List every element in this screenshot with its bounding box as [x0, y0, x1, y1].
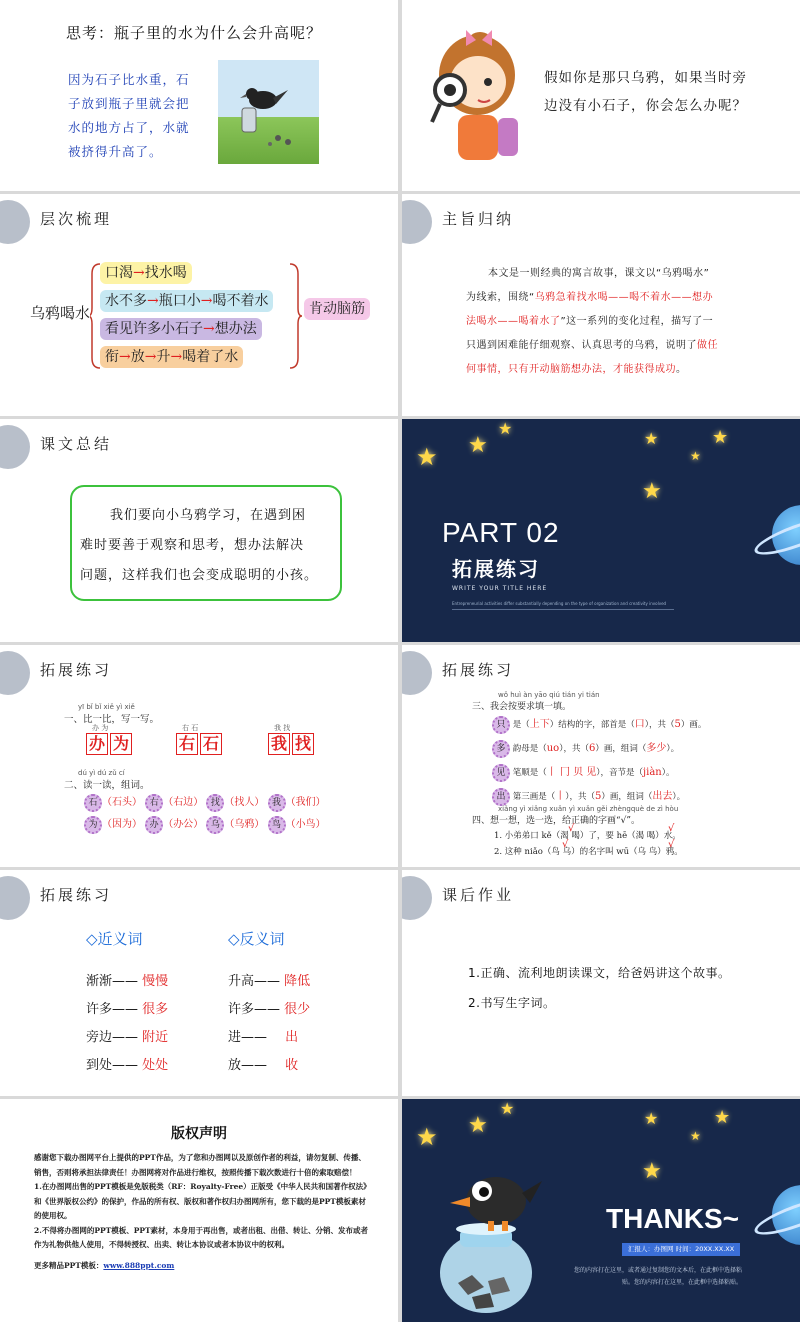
- dash: ——: [254, 1002, 281, 1017]
- row-part: 升: [156, 349, 171, 365]
- slide-exercise-1: [0, 645, 398, 867]
- section-circle: [0, 651, 30, 695]
- q4-text: 四、想一想，选一选，给正确的字画“√”。: [472, 816, 640, 826]
- antonym-list: [228, 968, 310, 1080]
- section-title: 拓展练习: [40, 886, 113, 904]
- row-text: 笔顺是（: [512, 768, 547, 778]
- row-text: 是（: [512, 720, 530, 730]
- girl-magnifier-illustration: [422, 20, 532, 170]
- summary-line: 难时要善于观察和思考，想办法解决: [80, 538, 305, 553]
- word-answer: （右边）: [163, 797, 204, 808]
- section-title: 拓展练习: [442, 661, 515, 679]
- question-line: 边没有小石子，你会怎么办呢？: [544, 98, 747, 114]
- pair-hint: 办 为: [92, 724, 109, 732]
- slide2-question: [544, 64, 747, 120]
- flower-char: 见: [492, 764, 510, 782]
- flower-char: 石: [84, 794, 102, 812]
- star-icon: ★: [500, 1099, 515, 1118]
- row-text: ）画，组词（: [601, 792, 653, 802]
- flower-char: 办: [145, 816, 163, 834]
- answer: 收: [285, 1058, 299, 1073]
- slide1-title: 思考：瓶子里的水为什么会升高呢？: [66, 24, 323, 42]
- row-text: ）。: [661, 768, 675, 778]
- row-text: ）画，组词（: [595, 744, 647, 754]
- star-icon: ★: [644, 1109, 659, 1128]
- synonym-row: [86, 1052, 168, 1080]
- idea-line: [466, 286, 766, 310]
- word: 许多: [228, 1002, 255, 1017]
- star-icon: ★: [416, 443, 438, 471]
- flower-char: 多: [492, 740, 510, 758]
- row-answer: 5: [674, 719, 681, 730]
- copyright-para: 感谢您下载办图网平台上提供的PPT作品，为了您和办图网以及原创作者的利益，请勿复制、传播、销售，否则将承担法律责任！办图网将对作品进行维权，按照传播下载次数进行十倍的索取赔偿！: [34, 1153, 366, 1177]
- star-icon: ★: [644, 429, 659, 448]
- more-label: 更多精品PPT模板：: [34, 1260, 104, 1270]
- q3-rows: [492, 713, 706, 809]
- part-subtitle: WRITE YOUR TITLE HERE: [452, 585, 548, 592]
- idea-line: [466, 262, 766, 286]
- word-answer: （因为）: [102, 819, 142, 830]
- pair-hint: 右 石: [182, 724, 199, 732]
- antonym-row: [228, 1024, 310, 1052]
- word: 升高: [228, 974, 255, 989]
- q3-row: [492, 761, 706, 785]
- flower-char: 为: [84, 816, 102, 834]
- row-text: ），共（: [644, 720, 675, 730]
- row-text: ），共（: [559, 744, 589, 754]
- structure-root: 乌鸦喝水: [30, 304, 91, 322]
- dash: ——: [241, 1058, 268, 1073]
- row-text: ），共（: [565, 792, 595, 802]
- star-icon: ★: [642, 1159, 662, 1184]
- slide-thanks: [402, 1099, 800, 1322]
- dash: ——: [241, 1030, 268, 1045]
- slide1-line: 子放到瓶子里就会把: [68, 96, 190, 111]
- answer: 慢慢: [142, 974, 169, 989]
- word-answer: （办公）: [163, 819, 204, 830]
- idea-line: [466, 358, 766, 382]
- star-icon: ★: [712, 427, 729, 448]
- answer-char: 石: [200, 733, 222, 755]
- q3-row: [492, 713, 706, 737]
- row-part: 喝不着水: [212, 293, 269, 309]
- answer-char: 找: [292, 733, 314, 755]
- arrow: →: [170, 349, 183, 365]
- pair-3: [268, 723, 316, 755]
- word: 放: [228, 1058, 242, 1073]
- word-answer: （石头）: [102, 797, 142, 808]
- word-row-2: [84, 815, 326, 834]
- q4-sentence-1: 1. 小弟弟口 kě（渴 喝）了，要 hē（渴 喝）水。: [494, 831, 681, 841]
- q4-sentence-2: 2. 这种 niǎo（鸟 乌）的名字叫 wū（乌 鸟）鸦。: [494, 847, 683, 857]
- word-row-1: [84, 793, 326, 812]
- word: 因为: [112, 819, 132, 830]
- q1-text: 一、比一比，写一写。: [64, 714, 160, 725]
- answer: 很多: [142, 1002, 169, 1017]
- idea-highlight: 何事情，只有开动脑筋想办法，才能获得成功: [466, 364, 676, 375]
- row-part: 口渴: [105, 265, 133, 281]
- q1-pinyin: yī bǐ bǐ xiě yì xiě: [78, 703, 135, 711]
- slide-thinking: [0, 0, 398, 191]
- part-tagline: Entrepreneurial activities differ substantially depending on the type of organization and creativity involved: [452, 601, 667, 606]
- idea-text: ”这一系列的变化过程，描写了一: [560, 316, 714, 327]
- dash: ——: [254, 974, 281, 989]
- desc-line: 您的内容打在这里，或者通过复制您的文本后，在此框中选择粘: [573, 1267, 742, 1274]
- row-part: 看见许多小石子: [105, 321, 203, 337]
- word: 许多: [86, 1002, 113, 1017]
- star-icon: ★: [468, 433, 488, 458]
- row-answer: 口: [634, 719, 645, 730]
- question-line: 假如你是那只乌鸦，如果当时旁: [544, 70, 747, 86]
- word: 办公: [173, 819, 194, 830]
- word-answer: （小鸟）: [285, 819, 326, 830]
- desc-line: 贴。您的内容打在这里，在此框中选择粘贴。: [621, 1279, 742, 1286]
- answer-char: 我: [268, 733, 290, 755]
- row-answer: 丨: [555, 791, 566, 802]
- row-part: 衔: [105, 349, 119, 365]
- flower-char: 鸟: [268, 816, 286, 834]
- q4-pinyin: xiǎng yì xiǎng xuǎn yì xuǎn gěi zhèngquè de zì hòu: [498, 805, 679, 813]
- row-text: ）。: [666, 744, 680, 754]
- structure-row-4: [100, 346, 243, 368]
- q2-pinyin: dú yì dú zǔ cí: [78, 769, 125, 777]
- slide-part-02: [402, 419, 800, 642]
- star-icon: ★: [690, 449, 701, 463]
- word-answer: （我们）: [285, 797, 326, 808]
- row-text: ）画。: [680, 720, 707, 730]
- arrow: →: [200, 293, 213, 309]
- section-circle: [0, 876, 30, 920]
- copyright-para: 2.不得将办图网的PPT模板、PPT素材，本身用于再出售，或者出租、出借、转让、分销、发布或者作为礼物供他人使用，不得转授权、出卖、转让本协议或者本协议中的权利。: [34, 1225, 369, 1249]
- row-answer: uo: [546, 743, 560, 754]
- row-text: 第三画是（: [512, 792, 556, 802]
- synonym-list: [86, 968, 168, 1080]
- star-icon: ★: [468, 1113, 488, 1138]
- summary-line: 问题，这样我们也会变成聪明的小孩。: [80, 568, 319, 583]
- idea-text: 只遇到困难能仔细观察、认真思考的乌鸦，说明了: [466, 340, 697, 351]
- answer-char: 办: [86, 733, 108, 755]
- word: 渐渐: [86, 974, 113, 989]
- part-number: PART 02: [442, 517, 560, 548]
- word-answer: （乌鸦）: [224, 819, 265, 830]
- slide1-line: 因为石子比水重，石: [68, 72, 190, 87]
- dash: ——: [112, 1058, 139, 1073]
- more-link[interactable]: www.888ppt.com: [103, 1260, 175, 1270]
- star-icon: ★: [642, 479, 662, 504]
- flower-char: 右: [145, 794, 163, 812]
- row-part: 放: [130, 349, 145, 365]
- check-mark-icon: √: [568, 823, 575, 834]
- section-title: 主旨归纳: [442, 210, 515, 228]
- flower-char: 只: [492, 716, 510, 734]
- section-circle: [402, 876, 432, 920]
- row-text: 韵母是（: [512, 744, 547, 754]
- word: 进: [228, 1030, 242, 1045]
- row-part: 找水喝: [144, 265, 187, 281]
- crow-bottle-illustration: [218, 60, 319, 164]
- word: 我们: [295, 797, 316, 808]
- row-part: 瓶口小: [158, 293, 201, 309]
- flower-char: 乌: [206, 816, 224, 834]
- section-title: 拓展练习: [40, 661, 113, 679]
- row-answer: 出去: [652, 791, 673, 802]
- slide1-line: 水的地方占了，水就: [68, 120, 190, 135]
- dash: ——: [112, 974, 139, 989]
- arrow: →: [144, 349, 157, 365]
- q3-pinyin: wǒ huì àn yāo qiú tián yi tián: [498, 691, 600, 699]
- synonym-heading: ◇近义词: [86, 930, 143, 948]
- slide-structure: [0, 194, 398, 416]
- section-circle: [0, 200, 30, 244]
- word: 乌鸦: [234, 819, 255, 830]
- star-icon: ★: [714, 1107, 731, 1128]
- slide-summary: [0, 419, 398, 642]
- answer: 附近: [142, 1030, 169, 1045]
- q3-text: 三、我会按要求填一填。: [472, 702, 572, 712]
- row-answer: jiàn: [643, 767, 662, 778]
- check-mark-icon: √: [668, 823, 675, 834]
- word: 小鸟: [295, 819, 316, 830]
- row-part: 水不多: [105, 293, 147, 309]
- row-answer: 5: [594, 791, 602, 802]
- thanks-desc: [552, 1265, 742, 1289]
- row-part: 想办法: [214, 321, 257, 337]
- synonym-row: [86, 1024, 168, 1052]
- slide-question: [402, 0, 800, 191]
- homework-item: 1.正确、流利地朗读课文，给爸妈讲这个故事。: [468, 966, 731, 980]
- slide1-body: [68, 68, 190, 164]
- flower-char: 找: [206, 794, 224, 812]
- idea-highlight: 乌鸦急着找水喝——喝不着水——想办: [534, 292, 714, 303]
- right-brace: [288, 262, 302, 370]
- row-text: ）。: [672, 792, 686, 802]
- word: 到处: [86, 1058, 113, 1073]
- homework-item: 2.书写生字词。: [468, 996, 556, 1010]
- slide-homework: [402, 870, 800, 1096]
- idea-highlight: 做任: [697, 340, 718, 351]
- synonym-row: [86, 996, 168, 1024]
- star-icon: ★: [690, 1129, 701, 1143]
- structure-row-3: [100, 318, 262, 340]
- answer-char: 右: [176, 733, 198, 755]
- slide-copyright: [0, 1099, 398, 1322]
- pair-hint: 我 找: [274, 724, 291, 732]
- section-title: 层次梳理: [40, 210, 113, 228]
- arrow: →: [119, 349, 131, 365]
- thanks-title: THANKS~: [606, 1203, 740, 1234]
- word: 旁边: [86, 1030, 113, 1045]
- main-idea-text: [466, 262, 766, 382]
- antonym-heading: ◇反义词: [228, 930, 285, 948]
- q2-text: 二、读一读，组词。: [64, 780, 150, 791]
- slide-exercise-2: [402, 645, 800, 867]
- section-circle: [402, 200, 432, 244]
- answer: 降低: [284, 974, 311, 989]
- arrow: →: [147, 293, 159, 309]
- homework-list: [468, 958, 730, 1018]
- word: 石头: [112, 797, 132, 808]
- pair-1: [86, 723, 134, 755]
- section-title: 课文总结: [40, 435, 113, 453]
- antonym-row: [228, 996, 310, 1024]
- structure-row-2: [100, 290, 273, 312]
- answer-char: 为: [110, 733, 132, 755]
- row-text: ），音节是（: [596, 768, 644, 778]
- idea-text: 本文是一则经典的寓言故事，课文以“乌鸦喝水”: [488, 268, 710, 279]
- antonym-row: [228, 1052, 310, 1080]
- idea-text: 为线索，围绕“: [466, 292, 535, 303]
- thanks-meta: 汇报人：办图网 时间：20XX.XX.XX: [622, 1243, 740, 1256]
- row-answer: 上下: [529, 719, 550, 730]
- structure-row-1: [100, 262, 192, 284]
- idea-highlight: 法喝水——喝着水了: [466, 316, 561, 327]
- answer: 很少: [284, 1002, 311, 1017]
- q3-row: [492, 737, 706, 761]
- star-icon: ★: [498, 419, 513, 438]
- summary-box: [70, 485, 342, 601]
- row-answer: 6: [588, 743, 596, 754]
- flower-char: 出: [492, 788, 510, 806]
- crow-jar-illustration: [432, 1163, 552, 1319]
- copyright-title: 版权声明: [171, 1126, 227, 1142]
- copyright-para: 1.在办图网出售的PPT模板是免版税类（RF：Royalty-Free）正版受《中华人民共和国著作权法》和《世界版权公约》的保护，作品的所有权、版权和著作权归办图网所有，您下载的是PPT模板素材的使用权。: [34, 1182, 367, 1220]
- pair-2: [176, 723, 224, 755]
- word: 右边: [173, 797, 194, 808]
- arrow: →: [203, 321, 215, 337]
- row-answer: 丨 冂 贝 见: [546, 767, 597, 778]
- tagline-underline: [452, 609, 674, 610]
- part-title: 拓展练习: [452, 557, 540, 581]
- word: 找人: [234, 797, 255, 808]
- answer: 处处: [142, 1058, 169, 1073]
- dash: ——: [112, 1002, 139, 1017]
- idea-line: [466, 310, 766, 334]
- row-text: ）结构的字，部首是（: [549, 720, 635, 730]
- check-mark-icon: √: [562, 839, 569, 850]
- row-part: 喝着了水: [182, 349, 239, 365]
- answer: 出: [285, 1030, 299, 1045]
- section-title: 课后作业: [442, 886, 515, 904]
- word-answer: （找人）: [224, 797, 265, 808]
- star-icon: ★: [416, 1123, 438, 1151]
- copyright-body: [34, 1151, 370, 1273]
- idea-line: [466, 334, 766, 358]
- antonym-row: [228, 968, 310, 996]
- summary-line: 我们要向小乌鸦学习，在遇到困: [110, 508, 307, 523]
- arrow: →: [133, 265, 145, 281]
- section-circle: [0, 425, 30, 469]
- flower-char: 我: [268, 794, 286, 812]
- dash: ——: [112, 1030, 139, 1045]
- synonym-row: [86, 968, 168, 996]
- section-circle: [402, 651, 432, 695]
- check-mark-icon: √: [668, 839, 675, 850]
- slide-exercise-3: [0, 870, 398, 1096]
- idea-text: 。: [676, 364, 687, 375]
- slide1-line: 被挤得升高了。: [68, 144, 163, 159]
- row-answer: 多少: [646, 743, 667, 754]
- copyright-more: [34, 1259, 370, 1274]
- slide-main-idea: [402, 194, 800, 416]
- structure-result: 肯动脑筋: [304, 298, 370, 320]
